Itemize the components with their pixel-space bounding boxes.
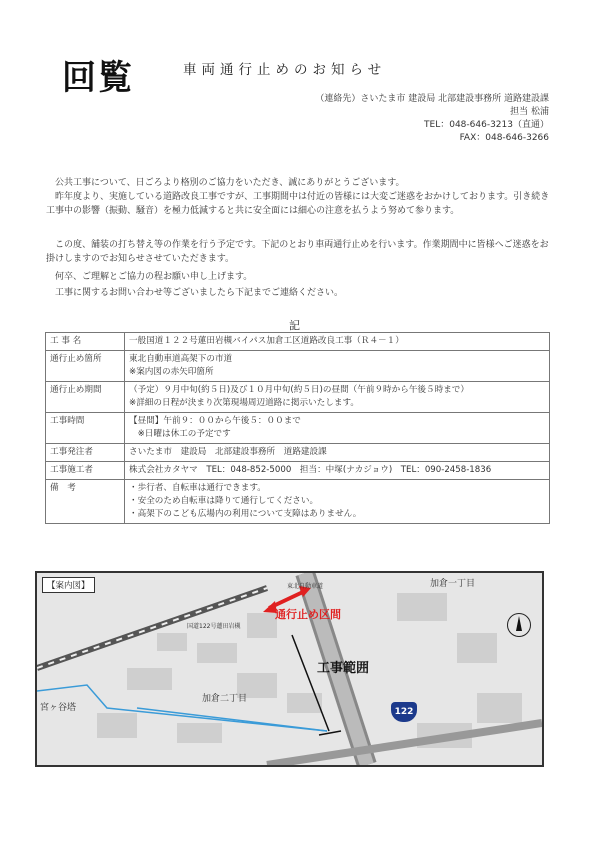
- contact-office: （連絡先）さいたま市 建設局 北部建設事務所 道路建設課: [315, 94, 549, 104]
- row-line: さいたま市 建設局 北部建設事務所 道路建設課: [129, 447, 327, 457]
- map-drawing: [37, 573, 542, 765]
- body-paragraph: この度、舗装の打ち替え等の作業を行う予定です。下記のとおり車両通行止めを行います。作業期間中に皆様へご迷惑をお掛けしますのでお知らせさせていただきます。: [46, 240, 549, 264]
- north-arrow-icon: [507, 613, 531, 637]
- row-value: [125, 333, 550, 351]
- body-paragraph: 昨年度より、実施している道路改良工事ですが、工事期間中は付近の皆様には大変ご迷惑をおかけしております。引き続き工事中の影響（振動、騒音）を極力低減すると共に安全面には細心の注意を払うよう努めて参ります。: [46, 192, 550, 216]
- area-label-top-right: 加倉一丁目: [430, 579, 476, 589]
- table-row: [46, 462, 550, 480]
- contact-tel: TEL：048-646-3213（直通）: [424, 120, 549, 130]
- row-label: 工事施工者: [46, 462, 125, 480]
- row-value: [125, 462, 550, 480]
- table-row: [46, 351, 550, 382]
- row-line: ※日曜は休工の予定です: [129, 429, 231, 439]
- row-value: [125, 444, 550, 462]
- route-shield-icon: 122: [391, 702, 417, 722]
- contact-block: [315, 93, 549, 145]
- contact-fax: FAX：048-646-3266: [459, 133, 549, 143]
- document-title: 車両通行止めのお知らせ: [183, 62, 387, 78]
- row-label: 工事時間: [46, 413, 125, 444]
- row-line: 株式会社カタヤマ TEL：048-852-5000 担当：中塚(ナカジョウ) TEL：090-2458-1836: [129, 465, 492, 475]
- row-line: ※案内図の赤矢印箇所: [129, 367, 214, 377]
- row-line: ・高架下のこども広場内の利用について支障はありません。: [129, 509, 362, 519]
- row-line: 【昼間】午前９：００から午後５：００まで: [129, 416, 301, 426]
- body-paragraph: 公共工事について、日ごろより格別のご協力をいただき、誠にありがとうございます。: [46, 178, 405, 188]
- row-line: （予定）９月中旬(約５日)及び１０月中旬(約５日)の昼間（午前９時から午後５時まで）: [129, 385, 469, 395]
- closure-label: 通行止め区間: [275, 608, 341, 621]
- ki-heading: 記: [289, 319, 300, 332]
- guide-map: [35, 571, 544, 767]
- row-label: 備 考: [46, 480, 125, 524]
- body-paragraph: 工事に関するお問い合わせ等ございましたら下記までご連絡ください。: [46, 288, 344, 298]
- body-paragraph: 何卒、ご理解とご協力の程お願い申し上げます。: [46, 272, 253, 282]
- info-table: [45, 332, 550, 524]
- row-label: 通行止め期間: [46, 382, 125, 413]
- row-line: 東北自動車道高架下の市道: [129, 354, 233, 364]
- row-label: 通行止め箇所: [46, 351, 125, 382]
- row-value: [125, 413, 550, 444]
- row-line: ・歩行者、自転車は通行できます。: [129, 483, 266, 493]
- area-label-left: 宮ヶ谷塔: [40, 703, 77, 713]
- row-label: 工事発注者: [46, 444, 125, 462]
- area-label-middle: 加倉二丁目: [202, 694, 248, 704]
- table-row: [46, 413, 550, 444]
- table-row: [46, 444, 550, 462]
- row-line: ※詳細の日程が決まり次第現場周辺道路に掲示いたします。: [129, 398, 359, 408]
- row-line: ・安全のため自転車は降りて通行してください。: [129, 496, 319, 506]
- route-label: 国道122号蓮田岩槻: [187, 623, 241, 630]
- road-label: 東北自動車道: [287, 583, 324, 590]
- row-value: [125, 480, 550, 524]
- map-label: 【案内図】: [42, 577, 95, 593]
- kairan-stamp: 回覧: [62, 58, 134, 98]
- row-value: [125, 382, 550, 413]
- table-row: [46, 382, 550, 413]
- table-row: [46, 333, 550, 351]
- contact-person: 担当 松浦: [510, 107, 549, 117]
- row-label: 工 事 名: [46, 333, 125, 351]
- table-row: [46, 480, 550, 524]
- row-line: 一般国道１２２号蓮田岩槻バイパス加倉工区道路改良工事（Ｒ４－１）: [129, 336, 404, 346]
- row-value: [125, 351, 550, 382]
- construction-range-label: 工事範囲: [317, 661, 370, 676]
